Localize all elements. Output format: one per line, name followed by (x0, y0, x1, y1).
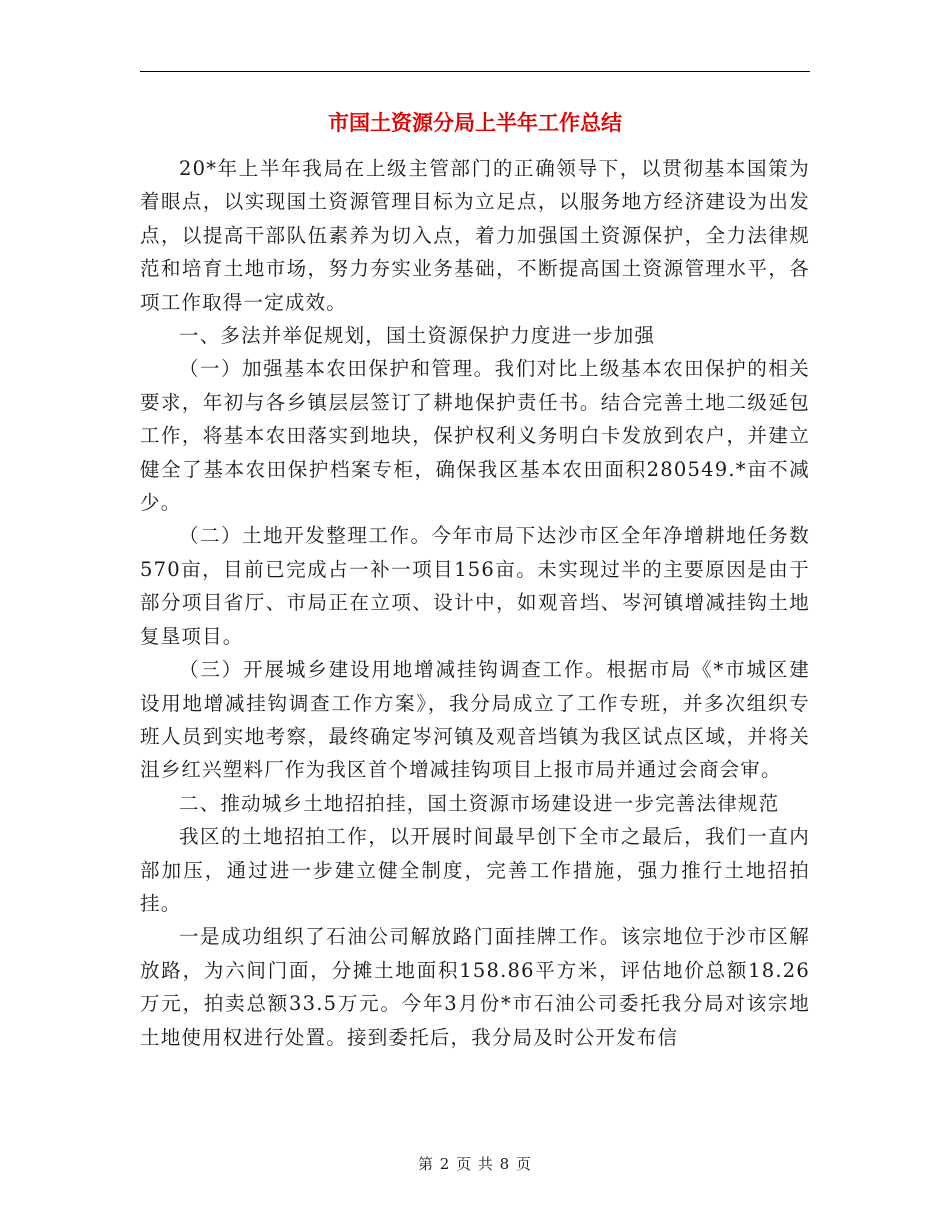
document-body (140, 152, 810, 1054)
footer-middle: 页 共 (456, 1155, 494, 1173)
footer-page-number: 2 (439, 1155, 451, 1173)
footer-prefix: 第 (417, 1155, 434, 1173)
paragraph-auction: 我区的土地招拍工作，以开展时间最早创下全市之最后，我们一直内部加压，通过进一步建立健全制度，完善工作措施，强力推行土地招拍挂。 (140, 825, 810, 915)
footer-total-pages: 8 (499, 1155, 511, 1173)
paragraph-survey: （三）开展城乡建设用地增减挂钩调查工作。根据市局《*市城区建设用地增减挂钩调查工作方案》，我分局成立了工作专班，并多次组织专班人员到实地考察，最终确定岑河镇及观音垱镇为我区试点区域，并将关沮乡红兴塑料厂作为我区首个增减挂钩项目上报市局并通过会商会审。 (140, 658, 810, 782)
footer-suffix: 页 (516, 1155, 533, 1173)
document-title: 市国土资源分局上半年工作总结 (328, 111, 622, 135)
paragraph-petroleum: 一是成功组织了石油公司解放路门面挂牌工作。该宗地位于沙市区解放路，为六间门面，分摊土地面积158.86平方米，评估地价总额18.26万元，拍卖总额33.5万元。今年3月份*市石油公司委托我分局对该宗地土地使用权进行处置。接到委托后，我分局及时公开发布信 (140, 925, 810, 1049)
page-footer (0, 1152, 950, 1176)
paragraph-farmland: （一）加强基本农田保护和管理。我们对比上级基本农田保护的相关要求，年初与各乡镇层层签订了耕地保护责任书。结合完善土地二级延包工作，将基本农田落实到地块，保护权利义务明白卡发放到农户，并建立健全了基本农田保护档案专柜，确保我区基本农田面积280549.*亩不减少。 (140, 357, 810, 515)
section-heading-2: 二、推动城乡土地招拍挂，国土资源市场建设进一步完善法律规范 (179, 791, 780, 815)
section-heading-1: 一、多法并举促规划，国土资源保护力度进一步加强 (179, 324, 656, 348)
paragraph-land-development: （二）土地开发整理工作。今年市局下达沙市区全年净增耕地任务数570亩，目前已完成占一补一项目156亩。未实现过半的主要原因是由于部分项目省厅、市局正在立项、设计中，如观音垱、岑河镇增减挂钩土地复垦项目。 (140, 524, 810, 648)
header-rule (140, 71, 810, 72)
paragraph-intro: 20*年上半年我局在上级主管部门的正确领导下，以贯彻基本国策为着眼点，以实现国土资源管理目标为立足点，以服务地方经济建设为出发点，以提高干部队伍素养为切入点，着力加强国土资源保护，全力法律规范和培育土地市场，努力夯实业务基础，不断提高国土资源管理水平，各项工作取得一定成效。 (140, 157, 810, 314)
